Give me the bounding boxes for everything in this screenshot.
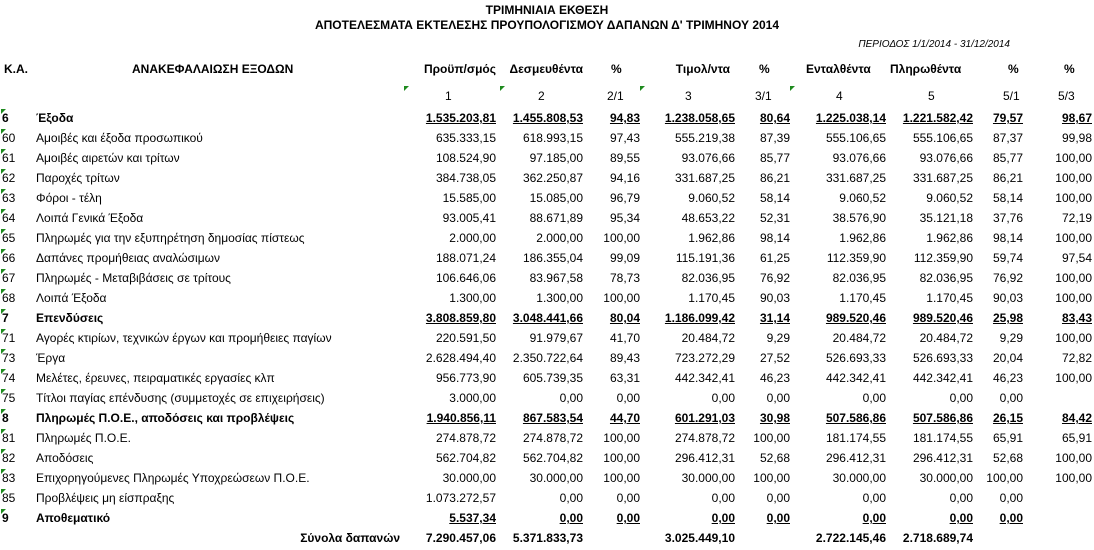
- cell-committed: 0,00: [559, 511, 583, 525]
- cell-committed: 15.085,00: [529, 191, 583, 205]
- cell-invoiced: 601.291,03: [674, 411, 735, 425]
- cell-pct-paid: 37,76: [992, 211, 1023, 225]
- table-row: [0, 348, 1094, 368]
- cell-committed: 0,00: [559, 391, 583, 405]
- report-period: ΠΕΡΙΟΔΟΣ 1/1/2014 - 31/12/2014: [858, 39, 1010, 50]
- cell-invoiced: 555.219,38: [674, 131, 735, 145]
- cell-pct-invoiced: 30,98: [759, 411, 790, 425]
- cell-budget: 1.535.203,81: [425, 111, 496, 125]
- cell-pct-paid: 86,21: [992, 171, 1023, 185]
- cell-paid: 989.520,46: [912, 311, 973, 325]
- cell-pct-committed: 41,70: [609, 331, 640, 345]
- cell-committed: 83.967,58: [529, 271, 583, 285]
- cell-pct-paid: 26,15: [992, 411, 1023, 425]
- cell-pct-paid-invoiced: 98,67: [1061, 111, 1092, 125]
- cell-pct-committed: 78,73: [609, 271, 640, 285]
- colnum-invoiced: 3: [685, 89, 692, 103]
- cell-invoiced: 0,00: [711, 511, 735, 525]
- cell-pct-committed: 80,04: [609, 311, 640, 325]
- row-description: Έργα: [36, 351, 66, 365]
- cell-committed: 605.739,35: [522, 371, 583, 385]
- table-row: [0, 128, 1094, 148]
- cell-ordered: 30.000,00: [832, 471, 886, 485]
- cell-invoiced: 48.653,22: [681, 211, 735, 225]
- cell-committed: 97.185,00: [529, 151, 583, 165]
- cell-committed: 0,00: [559, 491, 583, 505]
- cell-pct-committed: 63,31: [609, 371, 640, 385]
- cell-invoiced: 93.076,66: [681, 151, 735, 165]
- header-pct1: %: [611, 62, 622, 76]
- totals-row: [0, 528, 1094, 548]
- header-committed: Δεσμευθέντα: [509, 62, 583, 76]
- cell-invoiced: 0,00: [711, 391, 735, 405]
- row-description: Πληρωμές - Μεταβιβάσεις σε τρίτους: [36, 271, 231, 285]
- cell-paid: 442.342,41: [912, 371, 973, 385]
- row-code: 60: [2, 131, 16, 145]
- cell-invoiced: 1.186.099,42: [664, 311, 735, 325]
- cell-ordered: 38.576,90: [832, 211, 886, 225]
- cell-invoiced: 20.484,72: [681, 331, 735, 345]
- totals-paid: 2.718.689,74: [902, 531, 973, 545]
- cell-committed: 274.878,72: [522, 431, 583, 445]
- cell-budget: 2.000,00: [449, 231, 496, 245]
- row-description: Επενδύσεις: [36, 311, 104, 325]
- cell-invoiced: 296.412,31: [674, 451, 735, 465]
- cell-pct-invoiced: 58,14: [759, 191, 790, 205]
- cell-ordered: 296.412,31: [825, 451, 886, 465]
- row-code: 83: [2, 471, 16, 485]
- cell-committed: 30.000,00: [529, 471, 583, 485]
- cell-pct-paid-invoiced: 83,43: [1061, 311, 1092, 325]
- cell-paid: 526.693,33: [912, 351, 973, 365]
- row-description: Πληρωμές Π.Ο.Ε., αποδόσεις και προβλέψεις: [36, 411, 295, 425]
- cell-paid: 331.687,25: [912, 171, 973, 185]
- cell-ordered: 181.174,55: [825, 431, 886, 445]
- cell-comment-marker: [500, 86, 505, 91]
- colnum-committed: 2: [538, 89, 545, 103]
- row-description: Μελέτες, έρευνες, πειραματικές εργασίες κλπ: [36, 371, 275, 385]
- cell-pct-committed: 100,00: [603, 291, 640, 305]
- cell-committed: 1.455.808,53: [512, 111, 583, 125]
- cell-pct-committed: 44,70: [609, 411, 640, 425]
- cell-pct-paid: 65,91: [992, 431, 1023, 445]
- cell-pct-paid-invoiced: 100,00: [1055, 171, 1092, 185]
- cell-committed: 618.993,15: [522, 131, 583, 145]
- cell-pct-paid-invoiced: 100,00: [1055, 291, 1092, 305]
- table-row: [0, 428, 1094, 448]
- row-description: Αμοιβές αιρετών και τρίτων: [36, 151, 180, 165]
- cell-pct-paid-invoiced: 100,00: [1055, 151, 1092, 165]
- row-code: 7: [2, 311, 9, 325]
- cell-budget: 384.738,05: [435, 171, 496, 185]
- colnum-pct4: 5/3: [1058, 89, 1075, 103]
- cell-budget: 93.005,41: [442, 211, 496, 225]
- cell-pct-committed: 0,00: [616, 511, 640, 525]
- cell-pct-paid: 9,29: [999, 331, 1023, 345]
- cell-committed: 186.355,04: [522, 251, 583, 265]
- cell-pct-invoiced: 100,00: [753, 431, 790, 445]
- row-code: 6: [2, 111, 9, 125]
- cell-pct-paid: 59,74: [992, 251, 1023, 265]
- table-row: [0, 488, 1094, 508]
- cell-invoiced: 331.687,25: [674, 171, 735, 185]
- row-description: Αποδόσεις: [36, 451, 94, 465]
- cell-budget: 1.300,00: [449, 291, 496, 305]
- header-budget: Προϋπ/σμός: [423, 62, 496, 76]
- group-row: [0, 108, 1094, 128]
- row-code: 66: [2, 251, 16, 265]
- cell-committed: 88.671,89: [529, 211, 583, 225]
- cell-paid: 555.106,65: [912, 131, 973, 145]
- cell-ordered: 526.693,33: [825, 351, 886, 365]
- cell-pct-committed: 99,09: [609, 251, 640, 265]
- cell-budget: 3.000,00: [449, 391, 496, 405]
- cell-pct-paid: 90,03: [992, 291, 1023, 305]
- cell-comment-marker: [640, 86, 645, 91]
- row-description: Έξοδα: [36, 111, 74, 125]
- header-paid: Πληρωθέντα: [890, 62, 962, 76]
- colnum-ordered: 4: [836, 89, 843, 103]
- cell-ordered: 555.106,65: [825, 131, 886, 145]
- row-description: Πληρωμές για την εξυπηρέτηση δημοσίας πίστεως: [36, 231, 305, 245]
- cell-invoiced: 0,00: [711, 491, 735, 505]
- cell-pct-paid: 98,14: [992, 231, 1023, 245]
- totals-invoiced: 3.025.449,10: [664, 531, 735, 545]
- report-subtitle: ΑΠΟΤΕΛΕΣΜΑΤΑ ΕΚΤΕΛΕΣΗΣ ΠΡΟΥΠΟΛΟΓΙΣΜΟΥ ΔΑΠΑΝΩΝ Δ' ΤΡΙΜΗΝΟΥ 2014: [314, 18, 780, 32]
- cell-pct-paid-invoiced: 100,00: [1055, 451, 1092, 465]
- row-description: Προβλέψεις μη είσπραξης: [36, 491, 175, 505]
- header-ka: Κ.Α.: [4, 62, 28, 76]
- cell-pct-paid: 58,14: [992, 191, 1023, 205]
- cell-paid: 0,00: [949, 491, 973, 505]
- cell-ordered: 1.170,45: [839, 291, 886, 305]
- cell-paid: 507.586,86: [912, 411, 973, 425]
- cell-paid: 1.221.582,42: [902, 111, 973, 125]
- cell-pct-invoiced: 52,31: [759, 211, 790, 225]
- row-description: Αμοιβές και έξοδα προσωπικού: [36, 131, 203, 145]
- report-title: ΤΡΙΜΗΝΙΑΙΑ ΕΚΘΕΣΗ: [485, 3, 609, 17]
- cell-committed: 362.250,87: [522, 171, 583, 185]
- cell-ordered: 331.687,25: [825, 171, 886, 185]
- colnum-pct2: 3/1: [755, 89, 772, 103]
- cell-paid: 112.359,90: [913, 251, 973, 265]
- cell-budget: 562.704,82: [435, 451, 496, 465]
- cell-ordered: 442.342,41: [825, 371, 886, 385]
- row-code: 63: [2, 191, 16, 205]
- header-invoiced: Τιμολ/ντα: [675, 62, 730, 76]
- table-row: [0, 328, 1094, 348]
- row-description: Αγορές κτιρίων, τεχνικών έργων και προμήθειες παγίων: [36, 331, 332, 345]
- row-code: 71: [2, 331, 16, 345]
- cell-pct-invoiced: 80,64: [759, 111, 790, 125]
- cell-budget: 2.628.494,40: [425, 351, 496, 365]
- cell-invoiced: 274.878,72: [674, 431, 735, 445]
- cell-committed: 867.583,54: [522, 411, 583, 425]
- cell-ordered: 112.359,90: [826, 251, 886, 265]
- cell-pct-paid: 25,98: [992, 311, 1023, 325]
- cell-pct-committed: 96,79: [609, 191, 640, 205]
- cell-pct-paid: 0,00: [999, 511, 1023, 525]
- cell-pct-committed: 0,00: [616, 491, 640, 505]
- cell-pct-committed: 89,43: [609, 351, 640, 365]
- row-description: Πληρωμές Π.Ο.Ε.: [36, 431, 131, 445]
- cell-budget: 274.878,72: [435, 431, 496, 445]
- cell-pct-committed: 97,43: [609, 131, 640, 145]
- cell-paid: 35.121,18: [919, 211, 973, 225]
- cell-pct-paid-invoiced: 100,00: [1055, 371, 1092, 385]
- header-pct2: %: [759, 62, 770, 76]
- cell-pct-committed: 0,00: [616, 391, 640, 405]
- cell-invoiced: 442.342,41: [674, 371, 735, 385]
- cell-pct-paid-invoiced: 72,19: [1061, 211, 1092, 225]
- table-row: [0, 368, 1094, 388]
- table-row: [0, 288, 1094, 308]
- cell-pct-invoiced: 100,00: [753, 471, 790, 485]
- row-code: 8: [2, 411, 9, 425]
- cell-pct-invoiced: 90,03: [759, 291, 790, 305]
- colnum-pct1: 2/1: [607, 89, 624, 103]
- cell-pct-paid-invoiced: 97,54: [1061, 251, 1092, 265]
- row-description: Δαπάνες προμήθειας αναλώσιμων: [36, 251, 220, 265]
- cell-ordered: 0,00: [862, 491, 886, 505]
- cell-committed: 1.300,00: [536, 291, 583, 305]
- row-code: 75: [2, 391, 16, 405]
- table-row: [0, 228, 1094, 248]
- cell-budget: 3.808.859,80: [425, 311, 496, 325]
- row-code: 62: [2, 171, 16, 185]
- totals-committed: 5.371.833,73: [512, 531, 583, 545]
- cell-budget: 5.537,34: [449, 511, 496, 525]
- cell-pct-committed: 100,00: [603, 471, 640, 485]
- row-description: Λοιπά Γενικά Έξοδα: [36, 211, 144, 225]
- cell-invoiced: 30.000,00: [681, 471, 735, 485]
- cell-pct-invoiced: 27,52: [759, 351, 790, 365]
- cell-paid: 20.484,72: [919, 331, 973, 345]
- cell-pct-invoiced: 61,25: [759, 251, 790, 265]
- table-row: [0, 448, 1094, 468]
- row-code: 67: [2, 271, 16, 285]
- row-description: Αποθεματικό: [36, 511, 111, 525]
- row-code: 73: [2, 351, 16, 365]
- row-code: 82: [2, 451, 16, 465]
- row-description: Λοιπά Έξοδα: [36, 291, 107, 305]
- cell-pct-paid: 85,77: [992, 151, 1023, 165]
- cell-pct-committed: 100,00: [603, 431, 640, 445]
- totals-label: Σύνολα δαπανών: [300, 531, 400, 545]
- cell-pct-paid: 79,57: [992, 111, 1023, 125]
- cell-budget: 188.071,24: [435, 251, 496, 265]
- cell-budget: 1.073.272,57: [425, 491, 496, 505]
- cell-comment-marker: [790, 86, 795, 91]
- cell-paid: 0,00: [949, 391, 973, 405]
- group-row: [0, 408, 1094, 428]
- cell-paid: 1.962,86: [926, 231, 973, 245]
- cell-pct-invoiced: 9,29: [766, 331, 790, 345]
- header-pct3: %: [1008, 62, 1019, 76]
- cell-budget: 635.333,15: [435, 131, 496, 145]
- cell-invoiced: 723.272,29: [674, 351, 735, 365]
- cell-paid: 1.170,45: [926, 291, 973, 305]
- cell-pct-paid: 100,00: [986, 471, 1023, 485]
- cell-ordered: 20.484,72: [832, 331, 886, 345]
- cell-pct-invoiced: 52,68: [759, 451, 790, 465]
- cell-budget: 1.940.856,11: [426, 411, 496, 425]
- totals-budget: 7.290.457,06: [425, 531, 496, 545]
- cell-budget: 108.524,90: [435, 151, 496, 165]
- cell-pct-invoiced: 98,14: [759, 231, 790, 245]
- cell-paid: 30.000,00: [919, 471, 973, 485]
- cell-budget: 30.000,00: [442, 471, 496, 485]
- cell-pct-committed: 89,55: [609, 151, 640, 165]
- cell-pct-paid-invoiced: 100,00: [1055, 271, 1092, 285]
- cell-pct-invoiced: 0,00: [766, 491, 790, 505]
- table-row: [0, 208, 1094, 228]
- table-row: [0, 268, 1094, 288]
- cell-pct-committed: 95,34: [609, 211, 640, 225]
- table-row: [0, 168, 1094, 188]
- cell-committed: 2.350.722,64: [512, 351, 583, 365]
- cell-ordered: 989.520,46: [825, 311, 886, 325]
- cell-paid: 296.412,31: [912, 451, 973, 465]
- row-code: 68: [2, 291, 16, 305]
- table-row: [0, 188, 1094, 208]
- cell-budget: 15.585,00: [442, 191, 496, 205]
- row-code: 64: [2, 211, 16, 225]
- cell-pct-committed: 94,16: [609, 171, 640, 185]
- cell-pct-paid-invoiced: 72,82: [1061, 351, 1092, 365]
- row-description: Φόροι - τέλη: [36, 191, 102, 205]
- cell-pct-paid-invoiced: 100,00: [1055, 471, 1092, 485]
- row-description: Παροχές τρίτων: [36, 171, 120, 185]
- cell-budget: 220.591,50: [435, 331, 496, 345]
- cell-pct-paid: 52,68: [992, 451, 1023, 465]
- cell-pct-paid: 20,04: [992, 351, 1023, 365]
- row-code: 81: [2, 431, 16, 445]
- group-row: [0, 508, 1094, 528]
- cell-budget: 956.773,90: [435, 371, 496, 385]
- cell-pct-committed: 100,00: [603, 451, 640, 465]
- cell-pct-paid: 46,23: [992, 371, 1023, 385]
- cell-budget: 106.646,06: [435, 271, 496, 285]
- cell-pct-invoiced: 86,21: [759, 171, 790, 185]
- cell-pct-committed: 100,00: [603, 231, 640, 245]
- row-code: 61: [2, 151, 16, 165]
- cell-pct-paid-invoiced: 100,00: [1055, 191, 1092, 205]
- cell-paid: 93.076,66: [919, 151, 973, 165]
- table-row: [0, 468, 1094, 488]
- colnum-budget: 1: [445, 89, 452, 103]
- row-description: Επιχορηγούμενες Πληρωμές Υποχρεώσεων Π.Ο.Ε.: [36, 471, 310, 485]
- cell-invoiced: 1.170,45: [688, 291, 735, 305]
- cell-paid: 82.036,95: [919, 271, 973, 285]
- cell-pct-invoiced: 0,00: [766, 391, 790, 405]
- cell-pct-paid-invoiced: 100,00: [1055, 331, 1092, 345]
- cell-comment-marker: [404, 86, 409, 91]
- cell-ordered: 1.225.038,14: [815, 111, 886, 125]
- cell-paid: 0,00: [949, 511, 973, 525]
- cell-ordered: 1.962,86: [839, 231, 886, 245]
- cell-pct-paid-invoiced: 65,91: [1061, 431, 1092, 445]
- cell-invoiced: 115.191,36: [675, 251, 735, 265]
- row-description: Τίτλοι παγίας επένδυσης (συμμετοχές σε επιχειρήσεις): [36, 391, 325, 405]
- cell-pct-invoiced: 31,14: [759, 311, 790, 325]
- colnum-pct3: 5/1: [1003, 89, 1020, 103]
- cell-committed: 3.048.441,66: [512, 311, 583, 325]
- cell-pct-committed: 94,83: [609, 111, 640, 125]
- cell-paid: 9.060,52: [926, 191, 973, 205]
- group-row: [0, 308, 1094, 328]
- header-ordered: Ενταλθέντα: [806, 62, 871, 76]
- table-row: [0, 148, 1094, 168]
- cell-invoiced: 82.036,95: [681, 271, 735, 285]
- cell-ordered: 507.586,86: [825, 411, 886, 425]
- table-row: [0, 248, 1094, 268]
- cell-invoiced: 9.060,52: [688, 191, 735, 205]
- header-pct4: %: [1064, 62, 1075, 76]
- cell-pct-invoiced: 87,39: [759, 131, 790, 145]
- colnum-paid: 5: [928, 89, 935, 103]
- cell-ordered: 82.036,95: [832, 271, 886, 285]
- cell-pct-paid: 0,00: [999, 391, 1023, 405]
- cell-pct-paid-invoiced: 84,42: [1061, 411, 1092, 425]
- cell-pct-invoiced: 46,23: [759, 371, 790, 385]
- cell-ordered: 93.076,66: [832, 151, 886, 165]
- cell-committed: 562.704,82: [522, 451, 583, 465]
- cell-pct-paid: 76,92: [992, 271, 1023, 285]
- cell-pct-paid-invoiced: 99,98: [1061, 131, 1092, 145]
- cell-committed: 91.979,67: [529, 331, 583, 345]
- cell-pct-paid: 0,00: [999, 491, 1023, 505]
- cell-ordered: 0,00: [862, 511, 886, 525]
- row-code: 9: [2, 511, 9, 525]
- cell-paid: 181.174,55: [912, 431, 973, 445]
- cell-invoiced: 1.238.058,65: [664, 111, 735, 125]
- cell-invoiced: 1.962,86: [688, 231, 735, 245]
- cell-ordered: 9.060,52: [839, 191, 886, 205]
- cell-pct-invoiced: 0,00: [766, 511, 790, 525]
- cell-committed: 2.000,00: [536, 231, 583, 245]
- row-code: 74: [2, 371, 16, 385]
- cell-pct-paid-invoiced: 100,00: [1055, 231, 1092, 245]
- row-code: 65: [2, 231, 16, 245]
- totals-ordered: 2.722.145,46: [815, 531, 886, 545]
- header-summary: ΑΝΑΚΕΦΑΛΑΙΩΣΗ ΕΞΟΔΩΝ: [132, 62, 294, 76]
- cell-ordered: 0,00: [862, 391, 886, 405]
- cell-pct-invoiced: 76,92: [759, 271, 790, 285]
- cell-pct-invoiced: 85,77: [759, 151, 790, 165]
- cell-pct-paid: 87,37: [992, 131, 1023, 145]
- row-code: 85: [2, 491, 16, 505]
- table-row: [0, 388, 1094, 408]
